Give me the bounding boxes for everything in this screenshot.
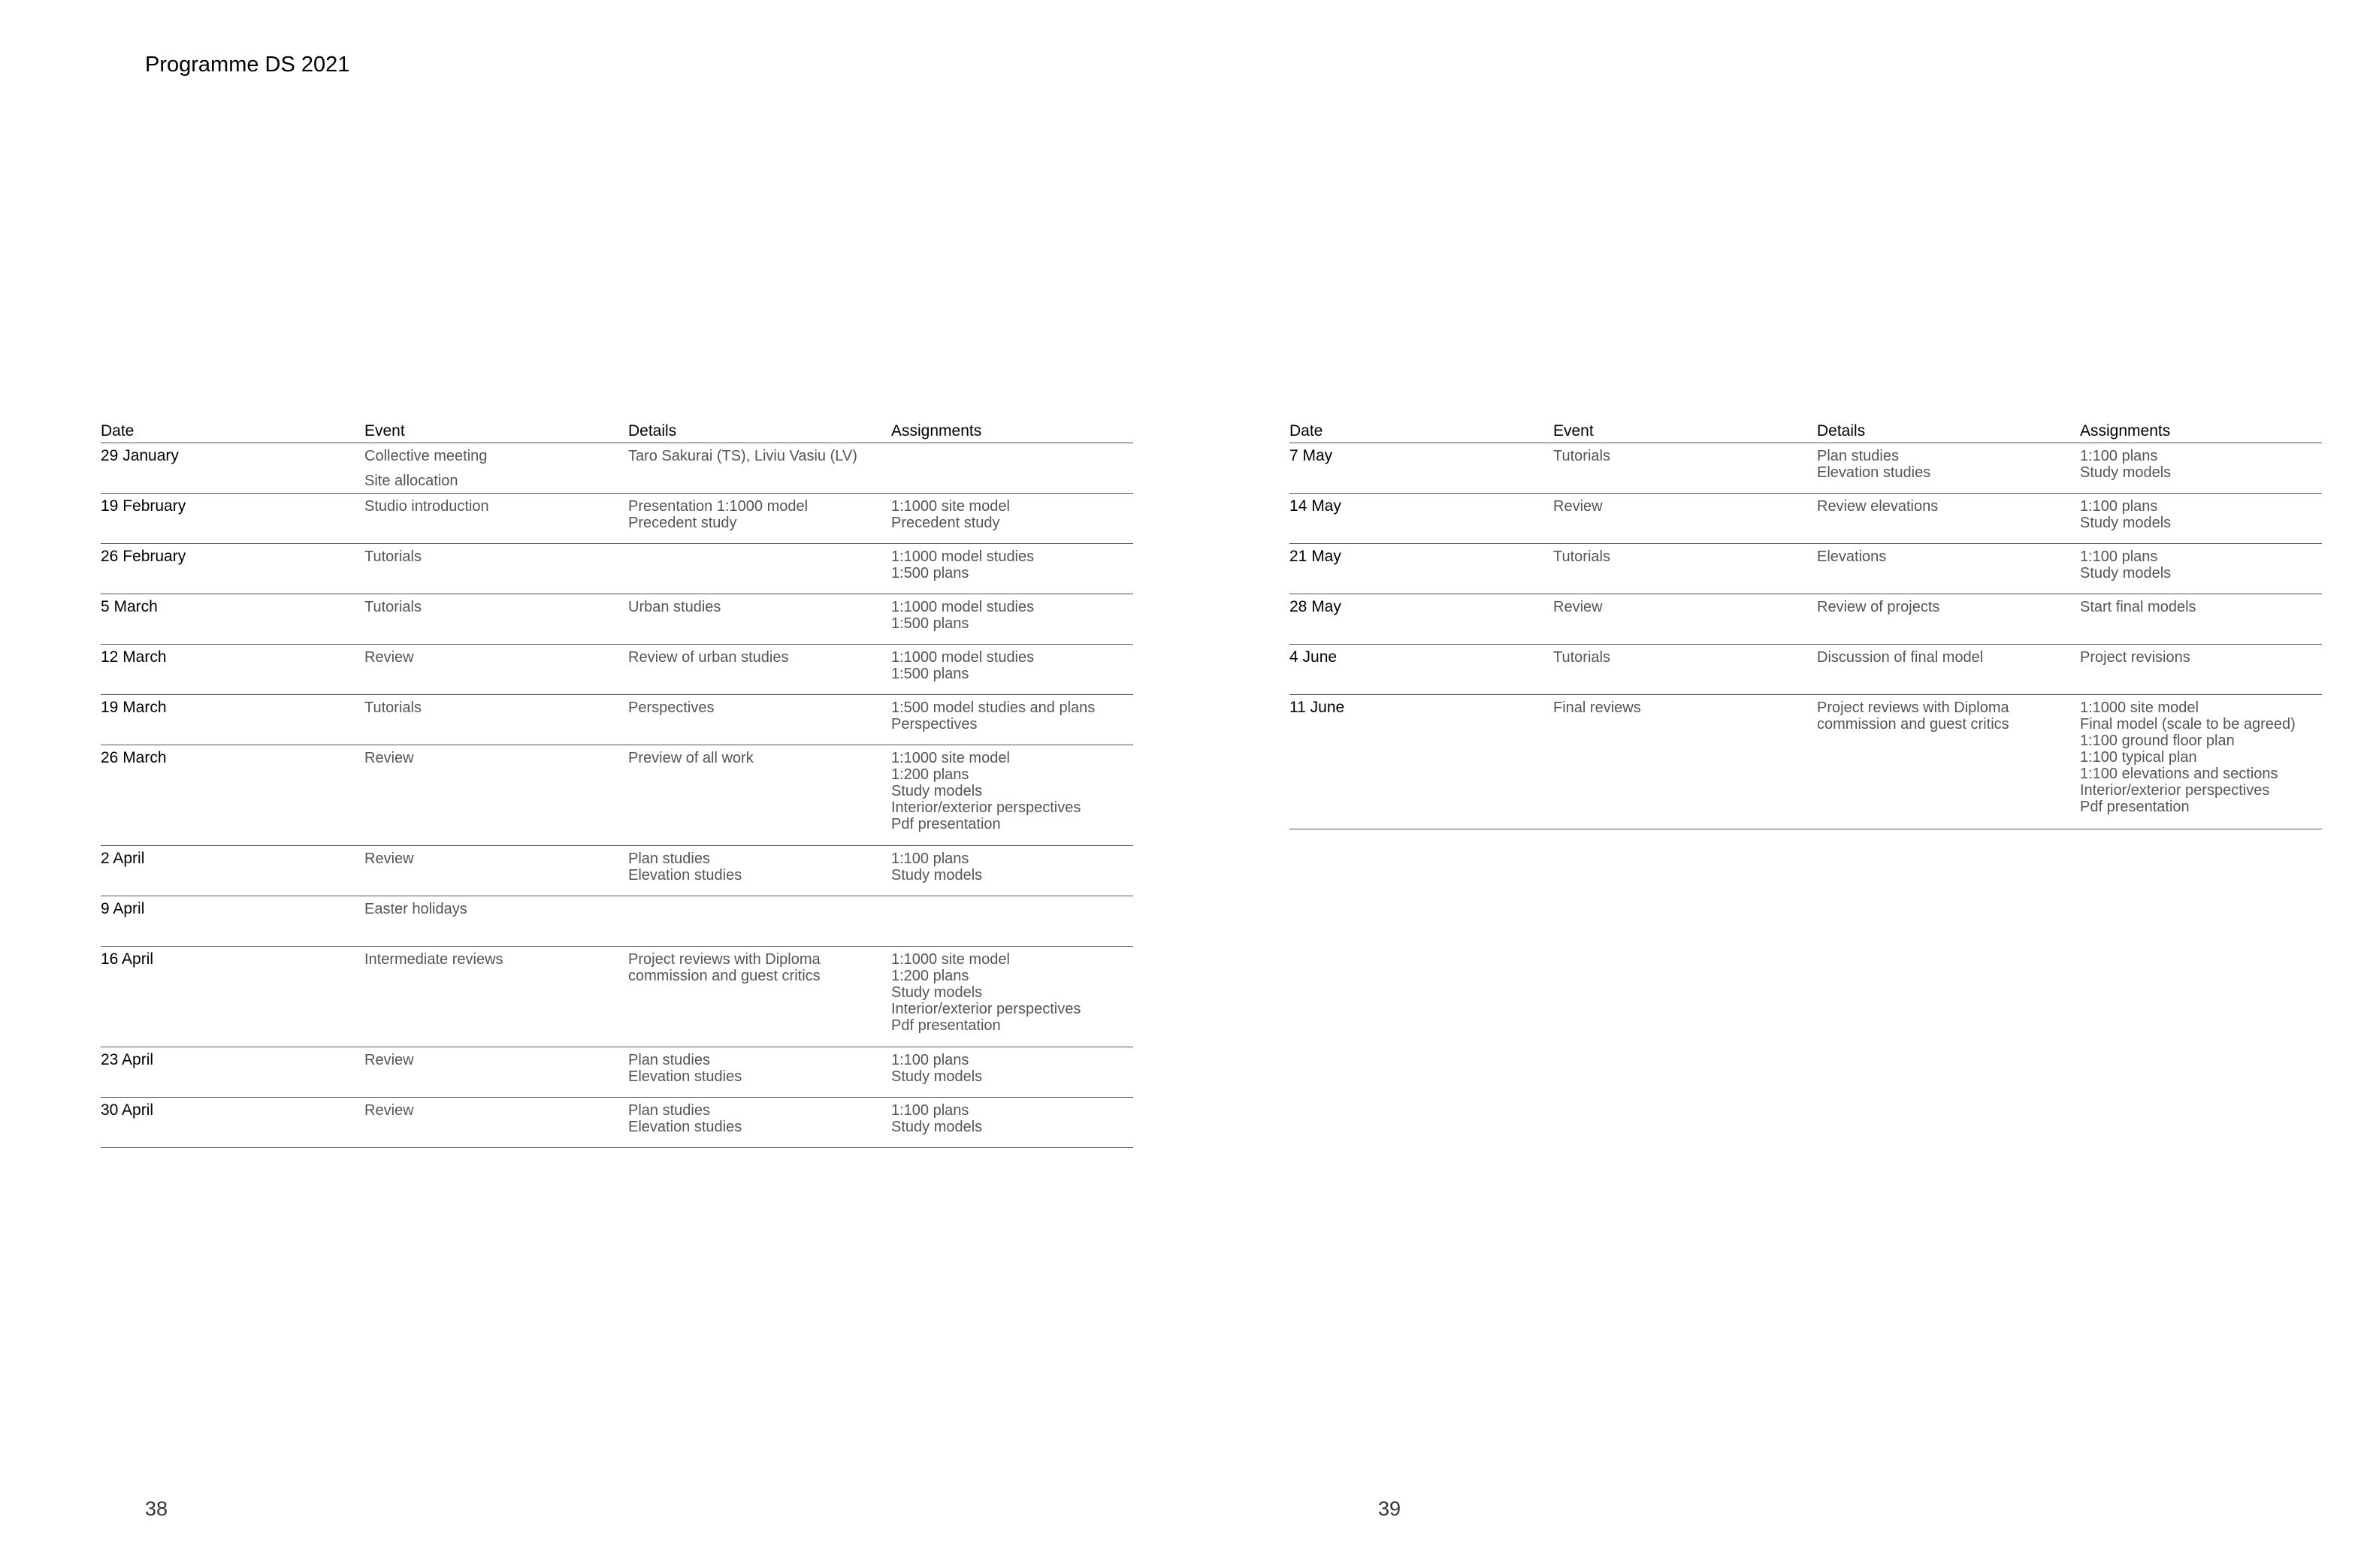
date-cell: 7 May [1289,447,1333,464]
page-number-right: 39 [1378,1497,1401,1520]
details-cell [628,448,891,493]
event-cell [364,850,628,896]
assignments-cell [891,649,1133,694]
event-cell [364,699,628,745]
details-line: Discussion of final model [1817,649,1984,666]
assignments-line: 1:100 plans [891,850,969,867]
table-row [101,645,1133,695]
details-line: Perspectives [628,699,715,716]
details-line: Plan studies [628,1052,710,1068]
date-cell: 21 May [1289,548,1341,565]
date-cell: 11 June [1289,699,1345,716]
assignments-line: 1:100 plans [891,1102,969,1119]
assignments-line: 1:100 typical plan [2080,749,2197,766]
table-row [101,695,1133,745]
details-line: Review of projects [1817,599,1940,615]
assignments-line: 1:1000 model studies [891,599,1035,615]
table-row [1289,695,2322,829]
event-cell [364,951,628,1047]
assignments-cell [2080,599,2322,644]
details-cell [1817,448,2080,493]
table-header-row [101,418,1133,443]
date-cell: 2 April [101,850,145,867]
assignments-line: 1:1000 site model [2080,699,2199,716]
event-cell [364,448,628,493]
column-header-event: Event [1553,422,1594,440]
event-line: Review [364,750,414,766]
event-line: Tutorials [364,699,422,716]
table-row [101,494,1133,544]
event-cell [364,498,628,543]
assignments-cell [891,901,1133,946]
assignments-cell [2080,498,2322,543]
assignments-line: 1:100 plans [2080,448,2158,464]
assignments-line: 1:1000 site model [891,951,1010,968]
details-cell [628,548,891,594]
assignments-line: 1:500 plans [891,565,969,582]
assignments-line: Study models [891,867,983,884]
date-cell: 28 May [1289,598,1341,615]
table-row [101,745,1133,846]
event-cell [364,750,628,845]
assignments-line: Pdf presentation [2080,799,2190,815]
assignments-line: Perspectives [891,716,978,733]
table-row [101,1098,1133,1148]
assignments-line: Study models [2080,464,2172,481]
details-cell [628,1052,891,1097]
table-row [101,443,1133,494]
event-cell [1553,498,1817,543]
assignments-line: Study models [891,1119,983,1135]
event-line: Collective meeting [364,448,488,464]
event-cell [364,599,628,644]
assignments-cell [2080,448,2322,493]
date-cell: 26 March [101,749,167,766]
event-line: Easter holidays [364,901,467,917]
details-cell [628,599,891,644]
assignments-cell [891,951,1133,1047]
details-cell [1817,649,2080,694]
details-line: Elevation studies [628,1068,742,1085]
details-line: Elevation studies [628,867,742,884]
assignments-line: 1:1000 model studies [891,548,1035,565]
assignments-line: Study models [891,1068,983,1085]
assignments-cell [891,1102,1133,1147]
assignments-line: Study models [2080,515,2172,531]
assignments-line: Start final models [2080,599,2196,615]
assignments-line: 1:200 plans [891,766,969,783]
assignments-line: Interior/exterior perspectives [891,799,1081,816]
assignments-cell [2080,699,2322,829]
assignments-cell [891,1052,1133,1097]
details-line: Plan studies [628,1102,710,1119]
details-cell [628,901,891,946]
event-cell [1553,548,1817,594]
assignments-line: Pdf presentation [891,816,1001,832]
event-line: Intermediate reviews [364,951,503,968]
event-line: Tutorials [1553,448,1610,464]
details-cell [628,750,891,845]
details-line: Review elevations [1817,498,1939,515]
details-cell [628,498,891,543]
details-cell [628,699,891,745]
assignments-line: 1:100 plans [891,1052,969,1068]
assignments-line: 1:100 elevations and sections [2080,766,2278,782]
date-cell: 19 February [101,497,186,515]
column-header-event: Event [364,422,405,440]
table-row [1289,544,2322,594]
table-header-row [1289,418,2322,443]
column-header-date: Date [1289,422,1323,440]
event-cell [1553,448,1817,493]
details-line: Precedent study [628,515,737,531]
event-line: Review [1553,498,1603,515]
assignments-line: 1:500 model studies and plans [891,699,1096,716]
event-cell [1553,649,1817,694]
assignments-cell [891,699,1133,745]
assignments-line: 1:1000 site model [891,498,1010,515]
assignments-line: Interior/exterior perspectives [891,1001,1081,1017]
assignments-line: Precedent study [891,515,1000,531]
column-header-date: Date [101,422,135,440]
details-cell [1817,548,2080,594]
event-line: Review [364,1102,414,1119]
assignments-line: 1:200 plans [891,968,969,984]
event-line: Review [364,1052,414,1068]
details-line: Plan studies [628,850,710,867]
details-cell [1817,599,2080,644]
date-cell: 14 May [1289,497,1341,515]
details-line: Elevation studies [628,1119,742,1135]
assignments-cell [891,498,1133,543]
details-line: Preview of all work [628,750,754,766]
assignments-line: 1:1000 model studies [891,649,1035,666]
date-cell: 16 April [101,950,154,968]
details-line: Project reviews with Diploma [628,951,821,968]
assignments-line: Project revisions [2080,649,2190,666]
page-title: Programme DS 2021 [145,53,350,77]
details-line: Review of urban studies [628,649,789,666]
details-cell [628,951,891,1047]
assignments-cell [2080,548,2322,594]
assignments-line: 1:100 ground floor plan [2080,733,2235,749]
event-cell [1553,699,1817,829]
table-row [101,594,1133,645]
assignments-line: Study models [891,984,983,1001]
column-header-assignments: Assignments [2080,422,2171,440]
event-line: Final reviews [1553,699,1641,716]
assignments-line: 1:100 plans [2080,548,2158,565]
date-cell: 23 April [101,1051,154,1068]
assignments-line: 1:500 plans [891,615,969,632]
details-cell [628,649,891,694]
date-cell: 5 March [101,598,158,615]
event-line: Studio introduction [364,498,489,515]
event-line: Review [364,850,414,867]
table-row [101,896,1133,947]
details-line: Urban studies [628,599,721,615]
details-line: Plan studies [1817,448,1899,464]
event-line: Tutorials [1553,548,1610,565]
event-line: Review [1553,599,1603,615]
details-line: commission and guest critics [628,968,821,984]
schedule-table-right [1289,418,2322,829]
event-cell [364,1102,628,1147]
event-line: Tutorials [364,599,422,615]
date-cell: 29 January [101,447,179,464]
assignments-cell [891,448,1133,493]
assignments-line: Study models [2080,565,2172,582]
assignments-line: 1:100 plans [2080,498,2158,515]
table-body [1289,443,2322,829]
date-cell: 12 March [101,648,167,666]
column-header-assignments: Assignments [891,422,982,440]
table-row [1289,494,2322,544]
details-line: Taro Sakurai (TS), Liviu Vasiu (LV) [628,448,857,464]
event-cell [1553,599,1817,644]
assignments-cell [891,750,1133,845]
details-line: Elevations [1817,548,1887,565]
assignments-line: Final model (scale to be agreed) [2080,716,2296,733]
date-cell: 4 June [1289,648,1338,666]
event-line: Site allocation [364,473,458,489]
details-line: Elevation studies [1817,464,1931,481]
column-header-details: Details [628,422,677,440]
table-body [101,443,1133,1148]
column-header-details: Details [1817,422,1866,440]
event-line: Tutorials [1553,649,1610,666]
details-cell [628,1102,891,1147]
assignments-line: 1:1000 site model [891,750,1010,766]
assignments-cell [891,599,1133,644]
table-row [1289,443,2322,494]
details-cell [1817,699,2080,829]
assignments-line: Pdf presentation [891,1017,1001,1034]
table-row [101,544,1133,594]
date-cell: 26 February [101,548,186,565]
event-cell [364,1052,628,1097]
assignments-cell [891,850,1133,896]
assignments-cell [2080,649,2322,694]
assignments-line: 1:500 plans [891,666,969,682]
page-number-left: 38 [145,1497,168,1520]
schedule-table-left [101,418,1133,1148]
date-cell: 30 April [101,1101,154,1119]
date-cell: 19 March [101,699,167,716]
table-row [101,846,1133,896]
date-cell: 9 April [101,900,145,917]
table-row [101,1047,1133,1098]
table-row [1289,594,2322,645]
assignments-line: Interior/exterior perspectives [2080,782,2270,799]
event-line: Review [364,649,414,666]
event-cell [364,649,628,694]
event-cell [364,548,628,594]
event-line: Tutorials [364,548,422,565]
details-line: Project reviews with Diploma [1817,699,2009,716]
event-cell [364,901,628,946]
assignments-cell [891,548,1133,594]
details-line: commission and guest critics [1817,716,2009,733]
details-line: Presentation 1:1000 model [628,498,809,515]
details-cell [1817,498,2080,543]
table-row [101,947,1133,1047]
assignments-line: Study models [891,783,983,799]
table-row [1289,645,2322,695]
details-cell [628,850,891,896]
